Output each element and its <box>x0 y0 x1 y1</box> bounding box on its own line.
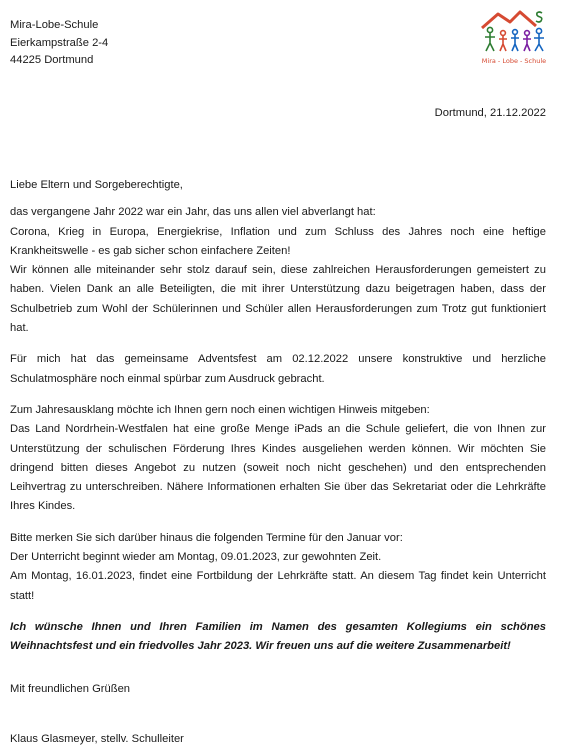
school-logo <box>476 8 552 70</box>
sender-street: Eierkampstraße 2-4 <box>10 36 109 49</box>
paragraph-school-start: Der Unterricht beginnt wieder am Montag, 09.01.2023, zur gewohnten Zeit. <box>10 551 382 564</box>
paragraph-hint-intro: Zum Jahresausklang möchte ich Ihnen gern noch einen wichtigen Hinweis mitgeben: <box>10 403 430 416</box>
letter-date: Dortmund, 21.12.2022 <box>434 107 546 119</box>
sender-city: 44225 Dortmund <box>10 54 94 66</box>
closing: Mit freundlichen Grüßen <box>10 682 131 695</box>
school-logo-text: Mira - Lobe - Schule <box>481 57 547 65</box>
paragraph-thanks: Wir können alle miteinander sehr stolz darauf sein, diese zahlreichen Herausforderungen gemeistert zu haben. Vielen Dank an alle Beteiligten, die mit ihrer Unterstützung dazu beigetragen haben, dass der Schulbetrieb zum Wohl der Schülerinnen und Schüler allen Herausforderungen zum Trotz gut funktioniert hat. <box>10 264 546 335</box>
paragraph-intro-line: das vergangene Jahr 2022 war ein Jahr, das uns allen viel abverlangt hat: <box>10 206 376 219</box>
salutation: Liebe Eltern und Sorgeberechtigte, <box>10 179 183 191</box>
paragraph-wishes: Ich wünsche Ihnen und Ihren Familien im Namen des gesamten Kollegiums ein schönes Weihnachtsfest und ein friedvolles Jahr 2023. Wir freuen uns auf die weitere Zusammenarbeit! <box>10 620 546 653</box>
paragraph-challenges: Corona, Krieg in Europa, Energiekrise, Inflation und zum Schluss des Jahres noch eine heftige Krankheitswelle - es gab sicher schon einfachere Zeiten! <box>10 225 546 257</box>
paragraph-adventsfest: Für mich hat das gemeinsame Adventsfest am 02.12.2022 unsere konstruktive und herzliche Schulatmosphäre noch einmal spürbar zum Ausdruck gebracht. <box>10 353 546 385</box>
paragraph-training-day: Am Montag, 16.01.2023, findet eine Fortbildung der Lehrkräfte statt. An diesem Tag findet kein Unterricht statt! <box>10 570 546 602</box>
paragraph-ipads: Das Land Nordrhein-Westfalen hat eine große Menge iPads an die Schule geliefert, die von Ihnen zur Unterstützung der schulischen Förderung Ihres Kindes ausgeliehen werden können. Wir möchten Sie dringend bitten dieses Angebot zu nutzen (soweit noch nicht geschehen) und den entsprechenden Leihvertrag zu unterschreiben. Nähere Informationen erhalten Sie über das Sekretariat oder die Lehrkräfte Ihres Kindes. <box>10 423 546 513</box>
paragraph-dates-intro: Bitte merken Sie sich darüber hinaus die folgenden Termine für den Januar vor: <box>10 531 403 544</box>
letter-body <box>10 176 546 749</box>
school-logo-icon <box>476 8 552 58</box>
sender-name: Mira-Lobe-Schule <box>10 19 99 31</box>
signature: Klaus Glasmeyer, stellv. Schulleiter <box>10 732 184 745</box>
sender-address <box>10 17 108 70</box>
